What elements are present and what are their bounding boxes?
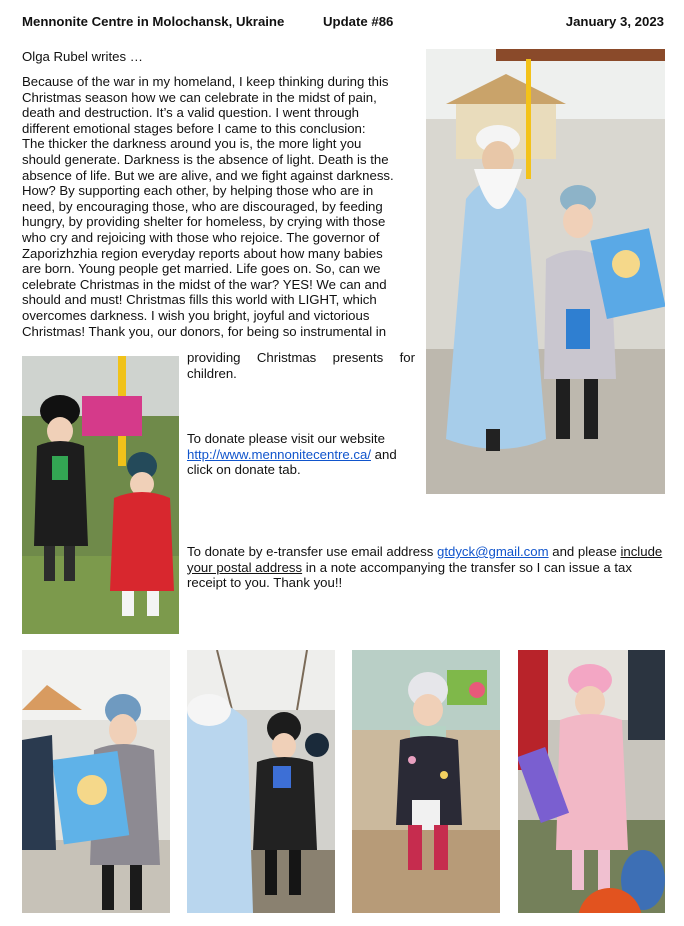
body-line: celebrate Christmas in the midst of the war? YES! We can and xyxy=(22,276,387,292)
postal-address-note: include your postal address xyxy=(187,544,663,575)
photo-toddler-with-bag xyxy=(352,650,500,913)
page-header xyxy=(22,14,664,32)
body-line: Christmas season how we can celebrate in the midst of pain, xyxy=(22,89,377,105)
body-line: different emotional stages before I came to this conclusion: xyxy=(22,120,366,136)
etransfer-suffix: in a note accompanying the transfer so I can issue a tax receipt to you. Thank you!! xyxy=(187,559,632,591)
update-date: January 3, 2023 xyxy=(565,14,664,29)
etransfer-text: To donate by e-transfer use email address xyxy=(187,544,434,559)
update-number: Update #86 xyxy=(323,14,394,29)
body-line: who cry and rejoicing with those who rejoice. The governor of xyxy=(22,229,380,245)
donate-website-paragraph xyxy=(187,431,417,478)
email-link[interactable]: gtdyck@gmail.com xyxy=(436,544,549,559)
author-line: Olga Rubel writes … xyxy=(22,49,143,64)
photo-two-girls-playground xyxy=(22,356,179,634)
organization-name: Mennonite Centre in Molochansk, Ukraine xyxy=(22,14,285,29)
body-line: How? By supporting each other, by helping those who are in xyxy=(22,183,374,199)
website-link[interactable]: http://www.mennonitecentre.ca/ xyxy=(187,446,371,462)
body-line: should and must! Christmas fills this world with LIGHT, which xyxy=(22,292,377,308)
body-line: The thicker the darkness around you is, the more light you xyxy=(22,136,362,152)
body-line: Because of the war in my homeland, I keep thinking during this xyxy=(22,74,389,89)
photo-girl-pink-coat xyxy=(518,650,665,913)
body-line: Christmas! Thank you, our donors, for being so instrumental in xyxy=(22,323,387,339)
body-paragraph xyxy=(22,74,415,339)
donate-etransfer-paragraph xyxy=(187,544,665,591)
etransfer-middle: and please xyxy=(552,544,617,559)
body-line: death and destruction. It’s a valid question. I went through xyxy=(22,105,359,121)
photo-girl-with-doll-box xyxy=(22,650,170,913)
body-line: need, by encouraging those, who are discouraged, by feeding xyxy=(22,198,383,214)
body-continuation xyxy=(187,350,415,381)
body-line: overcomes darkness. I wish you bright, joyful and victorious xyxy=(22,307,370,323)
body-line: should generate. Darkness is the absence of light. Death is the xyxy=(22,151,389,167)
body-line: are born. Young people get married. Life goes on. So, can we xyxy=(22,261,381,277)
body-line: Zaporizhzhia region everyday reports about how many babies xyxy=(22,245,383,261)
photo-santa-and-child xyxy=(187,650,335,913)
photo-santa-with-girl xyxy=(426,49,665,494)
body-line: children. xyxy=(187,365,237,381)
body-line: providing Christmas presents for xyxy=(187,350,415,365)
donate-website-text: To donate please visit our website xyxy=(187,431,385,446)
donate-website-suffix: and click on donate tab. xyxy=(187,446,397,478)
body-line: hungry, by providing shelter for homeless, by crying with those xyxy=(22,214,386,230)
body-line: absence of life. But we are alive, and we fight against darkness. xyxy=(22,167,394,183)
